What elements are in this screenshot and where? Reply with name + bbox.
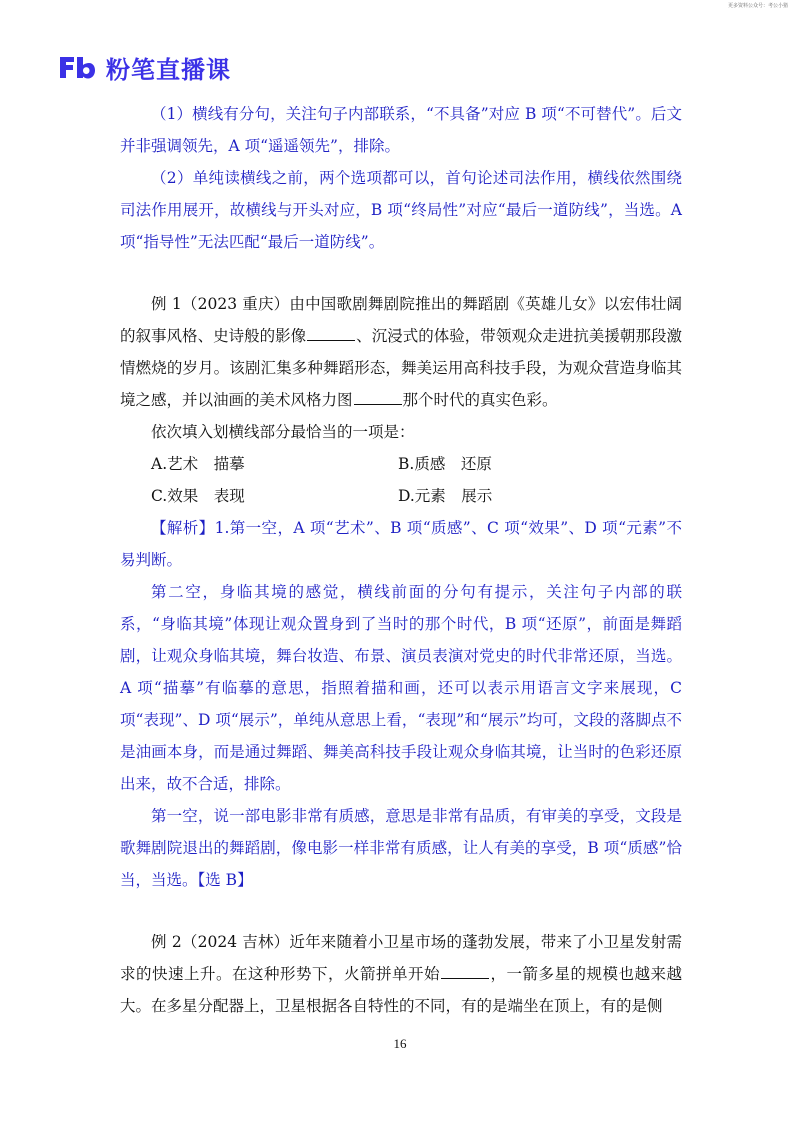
document-body (120, 98, 682, 1022)
option-d: D.元素 展示 (398, 487, 493, 505)
analysis-paragraph: 【解析】1.第一空，A 项“艺术”、B 项“质感”、C 项“效果”、D 项“元素”不易判断。 (120, 519, 682, 569)
page-number: 16 (393, 1036, 407, 1051)
options-row (120, 480, 682, 512)
example-2-stem: 例 2（2024 吉林）近年来随着小卫星市场的蓬勃发展，带来了小卫星发射需求的快速上升。在这种形势下，火箭拼单开始 ，一箭多星的规模也越来越大。在多星分配器上，卫星根据各自特性的不同，有的是端坐在顶上，有的是侧 (120, 933, 682, 1015)
blank-line (354, 389, 402, 405)
option-b: B.质感 还原 (398, 455, 492, 473)
analysis-paragraph: 第一空，说一部电影非常有质感，意思是非常有品质，有审美的享受，文段是歌舞剧院退出的舞蹈剧，像电影一样非常有质感，让人有美的享受，B 项“质感”恰当，当选。【选 B】 (120, 807, 682, 889)
analysis-paragraph: （1）横线有分句，关注句子内部联系，“不具备”对应 B 项“不可替代”。后文并非强调领先，A 项“遥遥领先”，排除。 (120, 105, 682, 155)
example-1-stem: 例 1（2023 重庆）由中国歌剧舞剧院推出的舞蹈剧《英雄儿女》以宏伟壮阔的叙事风格、史诗般的影像 、沉浸式的体验，带领观众走进抗美援朝那段激情燃烧的岁月。该剧汇集多种舞蹈形态，舞美运用高科技手段，为观众营造身临其境之感，并以油画的美术风格力图 那个时代的真实色彩。 (120, 295, 682, 409)
top-note: 更多资料公众号：考公小猪 (727, 3, 788, 9)
brand-logo (58, 52, 231, 82)
example-1-question: 依次填入划横线部分最恰当的一项是： (151, 423, 415, 441)
blank-line (441, 963, 489, 979)
analysis-paragraph: （2）单纯读横线之前，两个选项都可以，首句论述司法作用，横线依然围绕司法作用展开，故横线与开头对应，B 项“终局性”对应“最后一道防线”，当选。A 项“指导性”无法匹配“最后一道防线”。 (120, 169, 682, 251)
options-row (120, 448, 682, 480)
option-a: A.艺术 描摹 (151, 455, 245, 473)
brand-name: 粉笔直播课 (106, 55, 231, 84)
fb-logo-icon (58, 53, 96, 81)
blank-line (307, 325, 355, 341)
option-c: C.效果 表现 (151, 487, 245, 505)
analysis-paragraph: 第二空，身临其境的感觉，横线前面的分句有提示，关注句子内部的联系，“身临其境”体现让观众置身到了当时的那个时代，B 项“还原”，前面是舞蹈剧，让观众身临其境，舞台妆造、布景、演员表演对党史的时代非常还原，当选。A 项“描摹”有临摹的意思，指照着描和画，还可以表示用语言文字来展现，C 项“表现”、D 项“展示”，单纯从意思上看，“表现”和“展示”均可，文段的落脚点不是油画本身，而是通过舞蹈、舞美高科技手段让观众身临其境，让当时的色彩还原出来，故不合适，排除。 (120, 583, 682, 793)
